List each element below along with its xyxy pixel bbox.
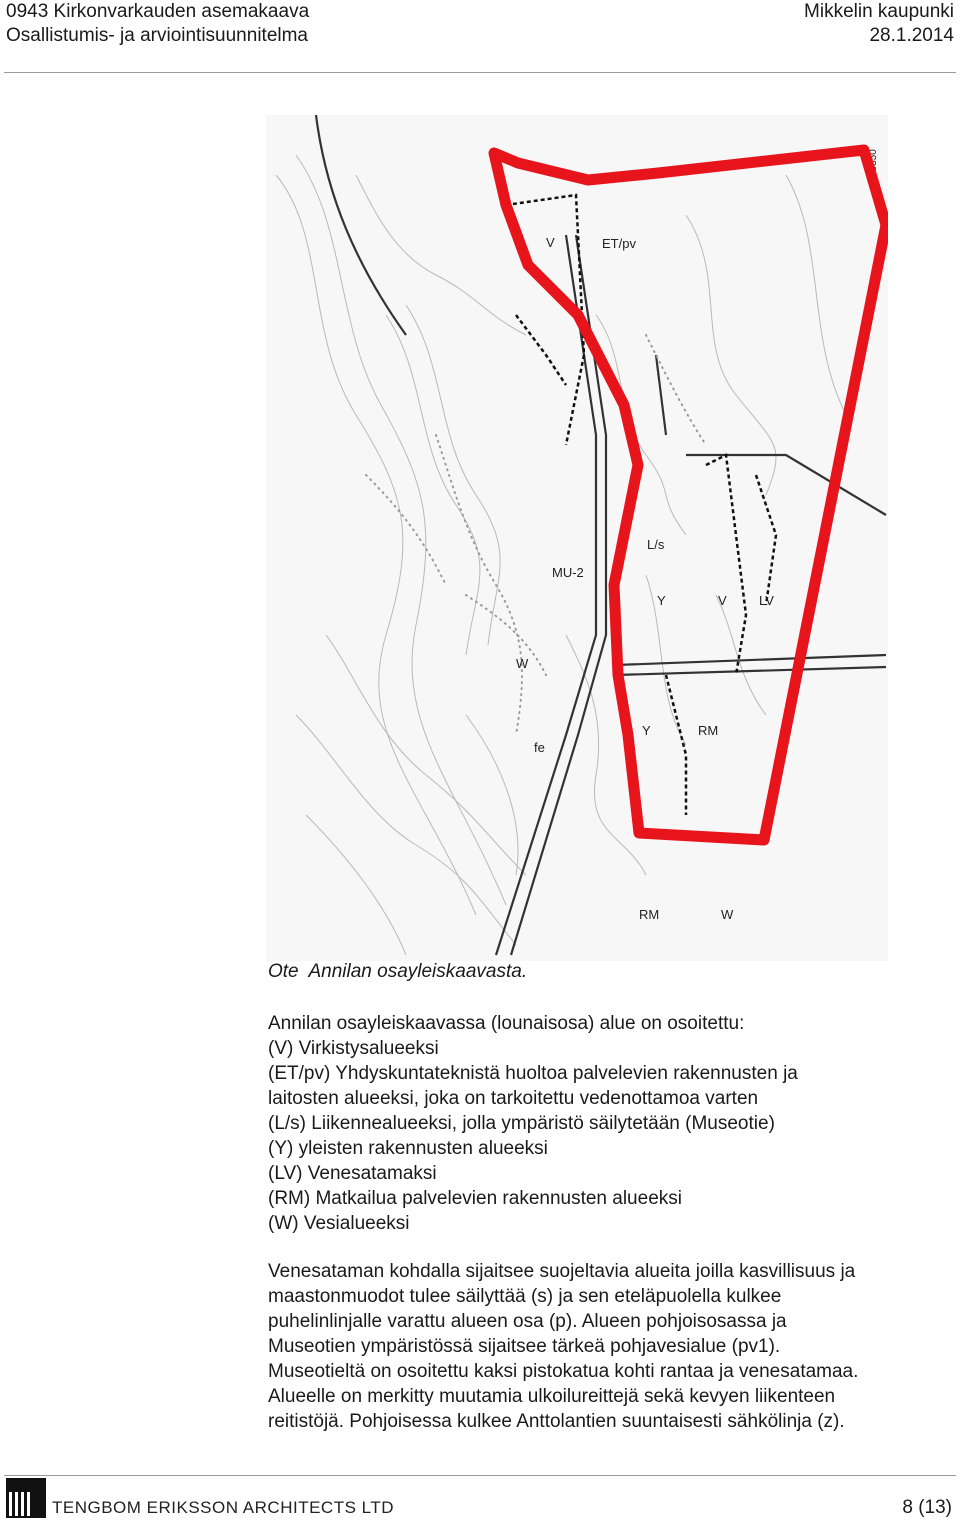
- map-label: Y: [642, 723, 651, 738]
- legend-line: (V) Virkistysalueeksi: [268, 1038, 439, 1059]
- map-drawing: [266, 115, 888, 961]
- legend-line: (Y) yleisten rakennusten alueeksi: [268, 1138, 548, 1159]
- header-left: [6, 0, 309, 48]
- paragraph-line: puhelinlinjalle varattu alueen osa (p). Alueen pohjoisosassa ja: [268, 1311, 787, 1332]
- road-lines: [316, 115, 886, 955]
- page-number: 8 (13): [902, 1497, 952, 1518]
- header-right: [804, 0, 954, 48]
- paragraph-line: Museotien ympäristössä sijaitsee tärkeä pohjavesialue (pv1).: [268, 1336, 781, 1357]
- city-name: Mikkelin kaupunki: [804, 1, 954, 22]
- page-header: [6, 0, 954, 50]
- description-paragraph: [268, 1259, 948, 1434]
- header-divider: [4, 72, 956, 73]
- paragraph-line: maastonmuodot tulee säilyttää (s) ja sen eteläpuolella kulkee: [268, 1286, 782, 1307]
- paragraph-line: Museotieltä on osoitettu kaksi pistokatua kohti rantaa ja venesatamaa.: [268, 1361, 859, 1382]
- map-label: 15850: [868, 149, 879, 177]
- legend-line: Annilan osayleiskaavassa (lounaisosa) alue on osoitettu:: [268, 1013, 745, 1034]
- legend-line: (L/s) Liikennealueeksi, jolla ympäristö säilytetään (Museotie): [268, 1113, 775, 1134]
- paragraph-line: Alueelle on merkitty muutamia ulkoilureittejä sekä kevyen liikenteen: [268, 1386, 836, 1407]
- map-label: ET/pv: [602, 236, 636, 251]
- company-logo-icon: [6, 1478, 46, 1518]
- map-label: W: [516, 656, 529, 671]
- map-label: L/s: [647, 537, 665, 552]
- map-label: V: [718, 593, 727, 608]
- company-name: TENGBOM ERIKSSON ARCHITECTS LTD: [52, 1498, 395, 1517]
- map-label: W: [721, 907, 734, 922]
- master-plan-map: [266, 115, 888, 961]
- map-label: Y: [657, 593, 666, 608]
- doc-date: 28.1.2014: [869, 25, 954, 46]
- legend-line: (RM) Matkailua palvelevien rakennusten alueeksi: [268, 1188, 682, 1209]
- map-label: RM: [639, 907, 660, 922]
- paragraph-line: reitistöjä. Pohjoisessa kulkee Anttolantien suuntaisesti sähkölinja (z).: [268, 1411, 845, 1432]
- legend-line: (LV) Venesatamaksi: [268, 1163, 437, 1184]
- legend-line: (W) Vesialueeksi: [268, 1213, 410, 1234]
- doc-title: 0943 Kirkonvarkauden asemakaava: [6, 1, 310, 22]
- plan-area-boundary: [494, 150, 886, 840]
- doc-subtitle: Osallistumis- ja arviointisuunnitelma: [6, 25, 308, 46]
- legend-line: laitosten alueeksi, joka on tarkoitettu vedenottamoa varten: [268, 1088, 759, 1109]
- footer-divider: [4, 1475, 956, 1476]
- map-caption: Ote Annilan osayleiskaavasta.: [268, 961, 528, 982]
- map-label: fe: [534, 740, 545, 755]
- legend-line: (ET/pv) Yhdyskuntateknistä huoltoa palvelevien rakennusten ja: [268, 1063, 798, 1084]
- map-label: RM: [698, 723, 719, 738]
- map-label: LV: [759, 593, 774, 608]
- paragraph-line: Venesataman kohdalla sijaitsee suojeltavia alueita joilla kasvillisuus ja: [268, 1261, 856, 1282]
- legend-block: [268, 1011, 948, 1236]
- map-label: V: [546, 235, 555, 250]
- map-label: MU-2: [552, 565, 584, 580]
